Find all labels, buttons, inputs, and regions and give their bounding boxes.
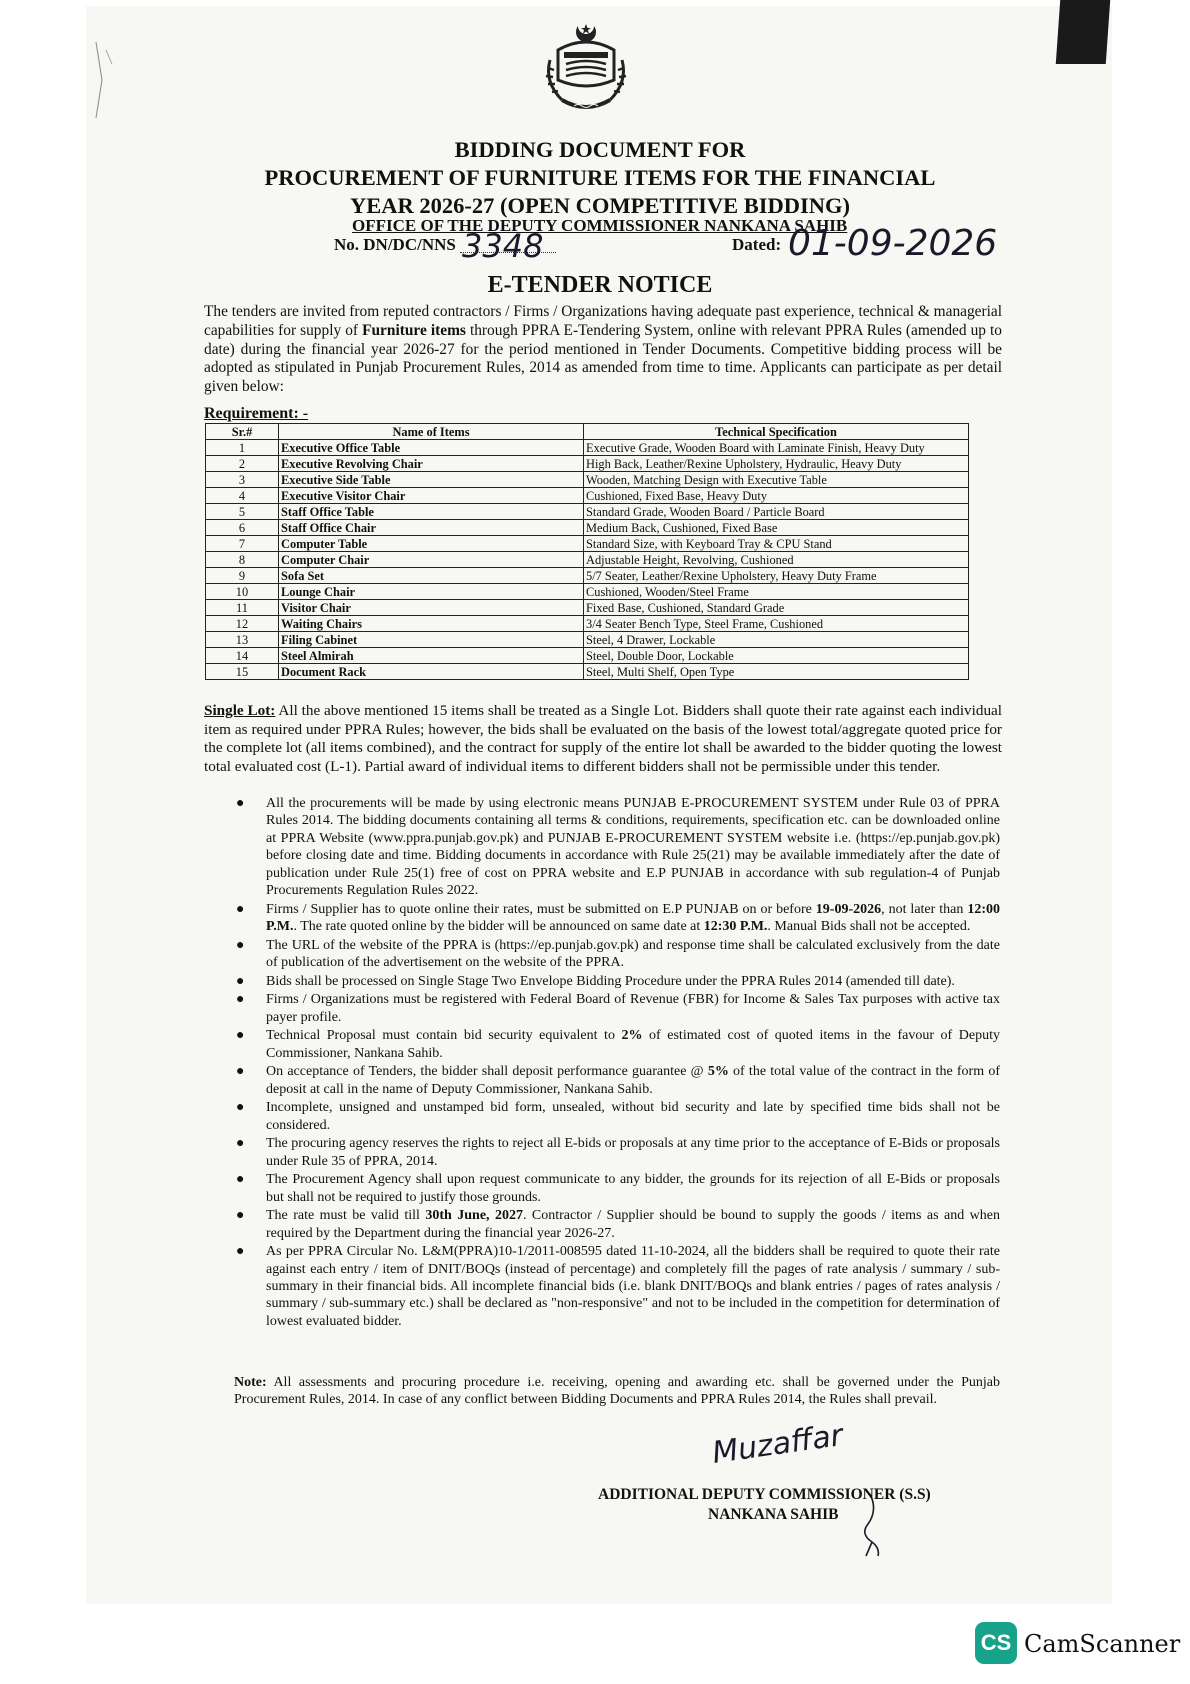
bullet-icon: ● (236, 901, 245, 917)
item-sr: 3 (206, 472, 279, 488)
list-item (234, 991, 1000, 1026)
table-row (206, 648, 969, 664)
item-sr: 12 (206, 616, 279, 632)
paper-clip-mark (92, 40, 122, 120)
column-header-item-name: Name of Items (279, 424, 584, 440)
item-sr: 9 (206, 568, 279, 584)
bullet-icon: ● (236, 1172, 245, 1188)
item-spec: Cushioned, Fixed Base, Heavy Duty (584, 488, 969, 504)
item-name: Filing Cabinet (279, 632, 584, 648)
list-item (234, 795, 1000, 899)
list-item (234, 937, 1000, 972)
table-row (206, 568, 969, 584)
bullet-text: Technical Proposal must contain bid security equivalent to (266, 1028, 622, 1044)
table-row (206, 536, 969, 552)
bullet-text: On acceptance of Tenders, the bidder shall deposit performance guarantee @ (266, 1064, 708, 1080)
item-name: Executive Side Table (279, 472, 584, 488)
notice-heading: E-TENDER NOTICE (487, 272, 713, 298)
bullet-text: The URL of the website of the PPRA is (https://ep.punjab.gov.pk) and response time shall be calculated exclusively from the date of publication of the advertisement on the website of the PPRA. (266, 937, 1000, 971)
bullet-icon: ● (236, 1064, 245, 1080)
item-name: Document Rack (279, 664, 584, 680)
item-sr: 4 (206, 488, 279, 504)
bullet-text: . The rate quoted online by the bidder will be announced on same date at (293, 919, 704, 935)
table-row (206, 616, 969, 632)
items-table-header-row (206, 424, 969, 440)
table-row (206, 664, 969, 680)
table-row (206, 488, 969, 504)
single-lot-label: Single Lot: (204, 702, 276, 719)
table-row (206, 472, 969, 488)
bullet-bold-text: 2% (621, 1028, 643, 1044)
note-label: Note: (234, 1375, 267, 1390)
item-spec: Fixed Base, Cushioned, Standard Grade (584, 600, 969, 616)
scan-shadow-corner (1056, 0, 1110, 64)
item-name: Visitor Chair (279, 600, 584, 616)
camscanner-brand: CamScanner (1024, 1630, 1181, 1658)
dated-label: Dated: (732, 235, 782, 254)
signatory-title: ADDITIONAL DEPUTY COMMISSIONER (S.S) (598, 1486, 931, 1503)
list-item (234, 1063, 1000, 1098)
items-table (205, 423, 969, 680)
item-spec: High Back, Leather/Rexine Upholstery, Hydraulic, Heavy Duty (584, 456, 969, 472)
requirement-label: Requirement: - (204, 405, 309, 422)
list-item (234, 1027, 1000, 1062)
item-name: Waiting Chairs (279, 616, 584, 632)
single-lot-text: All the above mentioned 15 items shall be treated as a Single Lot. Bidders shall quote their rate against each individual item as required under PPRA Rules; however, the bids shall be evaluated on the basis of the lowest total/aggregate quoted price for the complete lot (all items combined), and the contract for supply of the entire lot shall be awarded to the bidder quoting the lowest total evaluated cost (L-1). Partial award of individual items to different bidders shall not be permissible under this tender. (204, 702, 1003, 775)
item-name: Steel Almirah (279, 648, 584, 664)
table-row (206, 600, 969, 616)
document-title-line-3: YEAR 2026-27 (OPEN COMPETITIVE BIDDING) (349, 193, 851, 218)
item-name: Staff Office Chair (279, 520, 584, 536)
bullet-text: The Procurement Agency shall upon request communicate to any bidder, the grounds for its rejection of all E-Bids or proposals but shall not be required to justify those grounds. (266, 1172, 1000, 1205)
bullet-text: As per PPRA Circular No. L&M(PPRA)10-1/2011-008595 dated 11-10-2024, all the bidders shall be required to quote their rate against each entry / item of DNIT/BOQs (instead of percentage) and completely fill the pages of rate analysis / summary / sub-summary in their financial bids. All incomplete financial bids (i.e. blank DNIT/BOQs and blank entries / pages of rates analysis / summary / sub-summary etc.) shall be declared as "non-responsive" and not to be included in the competition for determination of lowest evaluated bidder. (266, 1244, 1000, 1329)
single-lot-paragraph (204, 702, 1002, 776)
handwritten-signature: Muzaffar (710, 1418, 846, 1471)
signatory-location: NANKANA SAHIB (708, 1506, 839, 1523)
table-row (206, 440, 969, 456)
item-name: Executive Office Table (279, 440, 584, 456)
bullet-icon: ● (236, 796, 245, 811)
note-paragraph (234, 1374, 1000, 1409)
item-spec: Executive Grade, Wooden Board with Laminate Finish, Heavy Duty (584, 440, 969, 456)
bullet-text: . Contractor / Supplier should be bound to supply the goods / items as and when required by the Department during the financial year 2026-27. (266, 1208, 1000, 1241)
item-name: Computer Chair (279, 552, 584, 568)
list-item (234, 1207, 1000, 1242)
intro-text-part-2: through PPRA E-Tendering System, online with relevant PPRA Rules (amended up to date) during the financial year 2026-27 for the period mentioned in Tender Documents. Competitive bidding process will be adopted as stipulated in Punjab Procurement Rules, 2014 as amended from time to time. Applicants can participate as per detail given below: (204, 321, 1002, 396)
item-name: Computer Table (279, 536, 584, 552)
conditions-list (234, 795, 1000, 1331)
item-sr: 11 (206, 600, 279, 616)
bullet-icon: ● (236, 937, 245, 953)
item-sr: 1 (206, 440, 279, 456)
item-spec: Adjustable Height, Revolving, Cushioned (584, 552, 969, 568)
bullet-icon: ● (236, 1100, 245, 1116)
bullet-text: The procuring agency reserves the rights to reject all E-bids or proposals at any time prior to the acceptance of E-Bids or proposals under Rule 35 of PPRA, 2014. (266, 1136, 1000, 1169)
item-spec: Standard Grade, Wooden Board / Particle Board (584, 504, 969, 520)
dated-handwritten: 01-09-2026 (788, 223, 998, 264)
item-spec: 3/4 Seater Bench Type, Steel Frame, Cushioned (584, 616, 969, 632)
item-name: Lounge Chair (279, 584, 584, 600)
table-row (206, 504, 969, 520)
bullet-text: Firms / Supplier has to quote online their rates, must be submitted on E.P PUNJAB on or before (266, 901, 816, 917)
table-row (206, 552, 969, 568)
bullet-text: of the total value of the contract in the form of deposit at call in the name of Deputy Commissioner, Nankana Sahib. (266, 1064, 1000, 1097)
item-sr: 6 (206, 520, 279, 536)
bullet-icon: ● (236, 1028, 245, 1044)
issuing-office: OFFICE OF THE DEPUTY COMMISSIONER NANKANA SAHIB (352, 216, 848, 235)
item-sr: 10 (206, 584, 279, 600)
bullet-icon: ● (236, 1244, 245, 1260)
item-sr: 2 (206, 456, 279, 472)
bullet-bold-text: 30th June, 2027 (425, 1208, 523, 1224)
item-sr: 15 (206, 664, 279, 680)
item-sr: 13 (206, 632, 279, 648)
table-row (206, 632, 969, 648)
bullet-text: All the procurements will be made by using electronic means PUNJAB E-PROCUREMENT SYSTEM under Rule 03 of PPRA Rules 2014. The bidding documents containing all terms & conditions, requirements, specification etc. can be downloaded online at PPRA Website (www.ppra.punjab.gov.pk) and PUNJAB E-PROCUREMENT SYSTEM website i.e. (https://ep.punjab.gov.pk) before closing date and time. Bidding documents in accordance with Rule 25(21) may be available immediately after the date of publication under Rule 25(1) free of cost on PPRA website and E.P PUNJAB in accordance with sub regulation-4 of Punjab Procurements Regulation Rules 2022. (266, 796, 1000, 899)
item-spec: Steel, Multi Shelf, Open Type (584, 664, 969, 680)
punjab-emblem-icon (536, 20, 636, 120)
item-name: Staff Office Table (279, 504, 584, 520)
item-spec: Wooden, Matching Design with Executive Table (584, 472, 969, 488)
intro-text-part-1: The tenders are invited from reputed contractors / Firms / Organizations having adequate past experience, technical & managerial capabilities for supply of (204, 303, 1003, 339)
bullet-text: of estimated cost of quoted items in the favour of Deputy Commissioner, Nankana Sahib. (266, 1028, 1000, 1061)
document-title-line-2: PROCUREMENT OF FURNITURE ITEMS FOR THE FINANCIAL (264, 165, 936, 190)
bullet-bold-text: 12:30 P.M. (703, 919, 768, 935)
item-sr: 8 (206, 552, 279, 568)
document-title-line-1: BIDDING DOCUMENT FOR (454, 137, 746, 162)
intro-text-bold: Furniture items (362, 321, 466, 339)
bullet-bold-text: 5% (707, 1064, 729, 1080)
item-sr: 7 (206, 536, 279, 552)
bullet-text: . Manual Bids shall not be accepted. (767, 919, 971, 935)
bullet-icon: ● (236, 1136, 245, 1152)
list-item (234, 1171, 1000, 1206)
bullet-text: Firms / Organizations must be registered with Federal Board of Revenue (FBR) for Income & Sales Tax purposes with active tax payer profile. (266, 992, 1000, 1025)
item-name: Executive Revolving Chair (279, 456, 584, 472)
bullet-bold-text: 19-09-2026 (815, 901, 882, 917)
item-sr: 5 (206, 504, 279, 520)
bullet-text: , not later than (881, 901, 968, 917)
list-item (234, 1135, 1000, 1170)
reference-number-handwritten: 3348 (462, 227, 544, 265)
item-spec: Steel, Double Door, Lockable (584, 648, 969, 664)
item-spec: Cushioned, Wooden/Steel Frame (584, 584, 969, 600)
column-header-sr: Sr.# (206, 424, 279, 440)
list-item (234, 901, 1000, 936)
list-item (234, 1243, 1000, 1330)
bullet-icon: ● (236, 973, 245, 989)
bullet-icon: ● (236, 1208, 245, 1224)
item-spec: Standard Size, with Keyboard Tray & CPU Stand (584, 536, 969, 552)
item-spec: 5/7 Seater, Leather/Rexine Upholstery, Heavy Duty Frame (584, 568, 969, 584)
bullet-text: Bids shall be processed on Single Stage Two Envelope Bidding Procedure under the PPRA Rules 2014 (amended till date). (266, 973, 955, 989)
items-table-body (206, 440, 969, 680)
item-spec: Medium Back, Cushioned, Fixed Base (584, 520, 969, 536)
list-item (234, 973, 1000, 990)
item-sr: 14 (206, 648, 279, 664)
bullet-bold-text: 12:00 P.M. (266, 901, 1000, 935)
table-row (206, 584, 969, 600)
bullet-text: The rate must be valid till (266, 1208, 426, 1224)
item-name: Executive Visitor Chair (279, 488, 584, 504)
intro-paragraph (204, 303, 1002, 397)
camscanner-logo: CS (975, 1622, 1017, 1664)
column-header-specification: Technical Specification (584, 424, 969, 440)
table-row (206, 456, 969, 472)
table-row (206, 520, 969, 536)
item-name: Sofa Set (279, 568, 584, 584)
bullet-icon: ● (236, 992, 245, 1008)
note-text: All assessments and procuring procedure i.e. receiving, opening and awarding etc. shall be governed under the Punjab Procurement Rules, 2014. In case of any conflict between Bidding Documents and PPRA Rules 2014, the Rules shall prevail. (234, 1375, 1000, 1408)
item-spec: Steel, 4 Drawer, Lockable (584, 632, 969, 648)
reference-number-label: No. DN/DC/NNS (334, 235, 456, 254)
bullet-text: Incomplete, unsigned and unstamped bid form, unsealed, without bid security and late by specified time bids shall not be considered. (266, 1100, 1000, 1133)
list-item (234, 1099, 1000, 1134)
